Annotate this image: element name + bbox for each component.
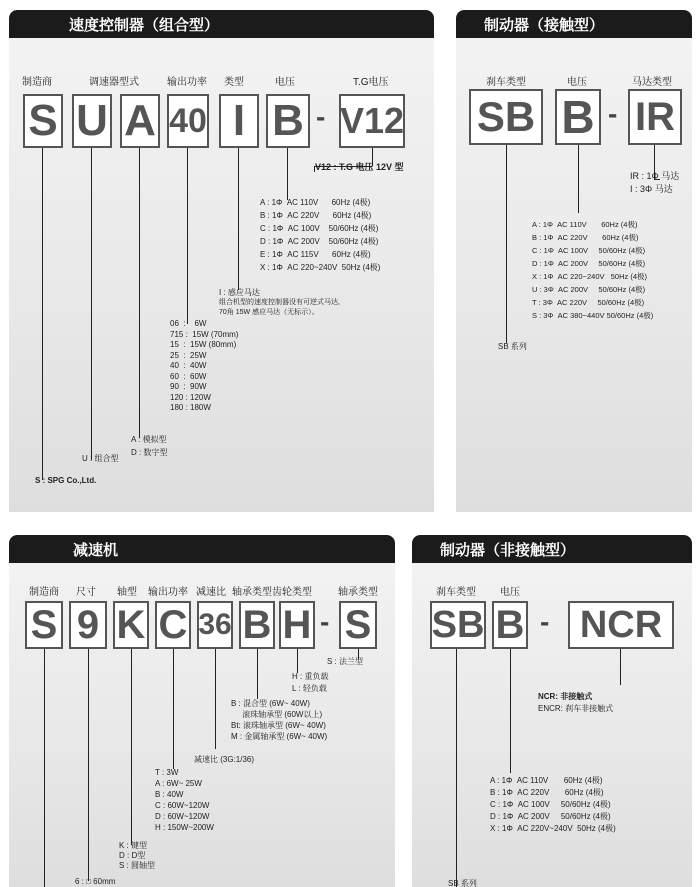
- panel-header: [456, 10, 692, 38]
- code-box-bearing-type: B: [239, 601, 275, 649]
- panel-header: [9, 535, 395, 563]
- panel-title: 制动器（非接触型）: [440, 542, 576, 559]
- label-bearing-gear: 轴承类型齿轮类型: [232, 587, 312, 598]
- panel-title: 制动器（接触型）: [484, 17, 605, 34]
- gear-type-options: H : 重负载 L : 轻负载: [292, 672, 329, 693]
- code-box-controller-mode: A: [120, 94, 160, 148]
- panel-header: [412, 535, 692, 563]
- manufacturer-note: S : SPG Co.,Ltd.: [35, 476, 97, 485]
- series-note: SB 系列: [498, 342, 527, 351]
- panel-brake-contact: [456, 10, 692, 512]
- label-type: 类型: [224, 77, 244, 88]
- code-box-size: 9: [69, 601, 107, 649]
- code-box-ncr: NCR: [568, 601, 674, 649]
- label-ratio: 减速比: [196, 587, 226, 598]
- ratio-note: 减速比 (3G:1/36): [194, 755, 255, 764]
- label-output-power: 输出功率: [148, 587, 188, 598]
- panel-header: [9, 10, 434, 38]
- code-dash: -: [608, 98, 618, 129]
- label-manufacturer: 制造商: [22, 77, 52, 88]
- code-box-flange: S: [339, 601, 377, 649]
- size-note: 6 : □ 60mm: [75, 877, 116, 886]
- label-output-power: 输出功率: [167, 77, 207, 88]
- power-options: T : 3W A : 6W~ 25W B : 40W C : 60W~120W D : 60W~120W H : 150W~200W: [155, 768, 214, 832]
- label-voltage: 电压: [275, 77, 295, 88]
- power-options: 06 : 6W 715 : 15W (70mm) 15 : 15W (80mm) 25 : 25W 40 : 40W 60 : 60W 90 : 90W 120 : 120W 180 : 180W: [170, 319, 239, 412]
- code-box-shaft: K: [113, 601, 149, 649]
- label-bearing: 轴承类型: [338, 587, 378, 598]
- code-box-motor-type: IR: [628, 89, 682, 145]
- code-box-voltage: B: [555, 89, 601, 145]
- code-box-controller-type: U: [72, 94, 112, 148]
- label-brake-type: 刹车类型: [486, 77, 526, 88]
- tg-voltage-note: V12 : T.G 电压 12V 型: [315, 162, 404, 172]
- code-box-power: C: [155, 601, 191, 649]
- code-dash: -: [540, 606, 550, 637]
- controller-type-note: U : 组合型: [82, 454, 119, 463]
- voltage-options: A : 1Φ AC 110V 60Hz (4极) B : 1Φ AC 220V 60Hz (4极) C : 1Φ AC 100V 50/60Hz (4极) D : 1Φ AC 200V 50/60Hz (4极) X : 1Φ AC 220V~240V 50Hz (4极): [490, 776, 616, 833]
- controller-mode-options: A : 模拟型 D : 数字型: [131, 435, 168, 457]
- code-dash: -: [316, 101, 326, 132]
- code-box-voltage: B: [492, 601, 528, 649]
- voltage-options: A : 1Φ AC 110V 60Hz (4极) B : 1Φ AC 220V 60Hz (4极) C : 1Φ AC 100V 50/60Hz (4极) D : 1Φ AC 200V 50/60Hz (4极) X : 1Φ AC 220~240V 50Hz (4极) U : 3Φ AC 200V 50/60Hz (4极) T : 3Φ AC 220V 50/60Hz (4极) S : 3Φ AC 380~440V 50/60Hz (4极): [532, 220, 654, 320]
- label-manufacturer: 制造商: [29, 587, 59, 598]
- panel-speed-controller: [9, 10, 434, 512]
- code-box-voltage: B: [266, 94, 310, 148]
- flange-note: S : 法兰型: [327, 657, 364, 666]
- label-voltage: 电压: [567, 77, 587, 88]
- label-shaft: 轴型: [117, 587, 137, 598]
- code-box-manufacturer: S: [25, 601, 63, 649]
- type-options: I : 感应马达 组合机型的速度控制器没有可逆式马达, 70角 15W 感应马达（无标示）。: [219, 288, 340, 316]
- panel-title: 减速机: [73, 542, 119, 559]
- panel-brake-noncontact: [412, 535, 692, 887]
- motor-type-options: IR : 1Φ 马达 I : 3Φ 马达: [630, 171, 680, 194]
- code-dash: -: [320, 606, 330, 637]
- voltage-options: A : 1Φ AC 110V 60Hz (4极) B : 1Φ AC 220V 60Hz (4极) C : 1Φ AC 100V 50/60Hz (4极) D : 1Φ AC 200V 50/60Hz (4极) E : 1Φ AC 115V 60Hz (4极) X : 1Φ AC 220~240V 50Hz (4极): [260, 198, 381, 272]
- panel-gearhead: [9, 535, 395, 887]
- label-voltage: 电压: [500, 587, 520, 598]
- code-box-power: 40: [167, 94, 209, 148]
- shaft-options: K : 键型 D : D型 S : 圆轴型: [119, 841, 156, 870]
- label-size: 尺寸: [76, 587, 96, 598]
- code-box-type: I: [219, 94, 259, 148]
- code-box-gear-type: H: [279, 601, 315, 649]
- ncr-options: NCR: 非接触式 ENCR: 刹车非接触式: [538, 692, 614, 713]
- label-controller-type: 调速器型式: [89, 77, 139, 88]
- code-box-manufacturer: S: [23, 94, 63, 148]
- code-box-brake-type: SB: [469, 89, 543, 145]
- bearing-type-options: B : 混合型 (6W~ 40W) 滚珠轴承型 (60W以上) Bt: 滚珠轴承型 (6W~ 40W) M : 金属轴承型 (6W~ 40W): [231, 699, 328, 741]
- label-motor-type: 马达类型: [632, 77, 672, 88]
- code-box-brake-type: SB: [430, 601, 486, 649]
- code-box-tg: V12: [339, 94, 405, 148]
- code-box-ratio: 36: [197, 601, 233, 649]
- panel-title: 速度控制器（组合型）: [69, 17, 220, 34]
- series-note: SB 系列: [448, 879, 477, 887]
- label-brake-type: 刹车类型: [436, 587, 476, 598]
- label-tg-voltage: T.G电压: [353, 77, 389, 88]
